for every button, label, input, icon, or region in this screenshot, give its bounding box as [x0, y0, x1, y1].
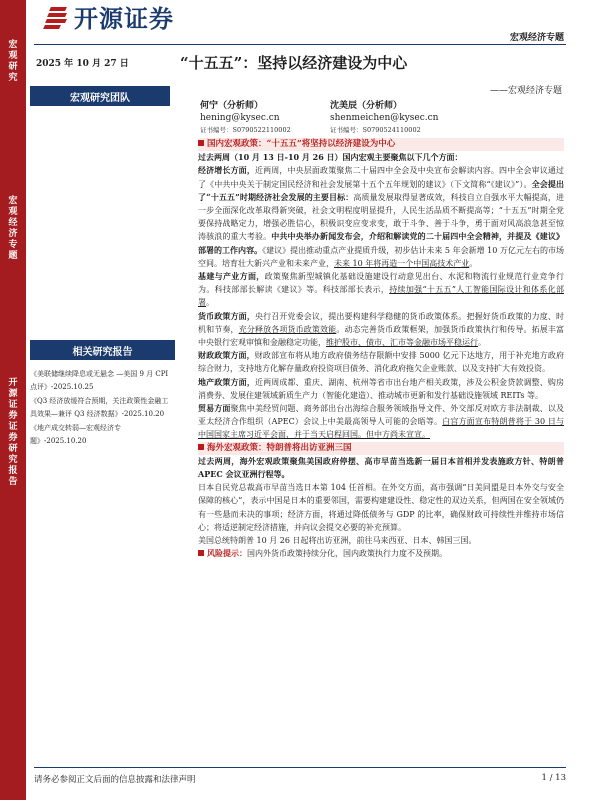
side-label-middle: 宏观经济专题 [8, 196, 18, 261]
property-paragraph: 地产政策方面，近两周成都、重庆、湖南、杭州等省市出台地产相关政策，涉及公积金贷款调整、购房消费券、发展住建领域新质生产力（智能化建造）、推动城市更新和发行基础设施领域 REITs 等。 [198, 376, 565, 400]
growth-paragraph: 经济增长方面，近两周，中央层面政策聚焦二十届四中全会及中央宣布会解读内容。四中全会审议通过了《中共中央关于制定国民经济和社会发展第十五个五年规划的建议》（下文简称“《建议》”）。全会提出了“十五五”时期经济社会发展的主要目标：高质量发展取得显著成效，科技自立自强水平大幅提高，进一步全面深化改革取得新突破，社会文明程度明显提升，人民生活品质不断提高等；“十五五”时期全党要保持战略定力，增强必胜信心，积极识变应变求变，敢于斗争、善于斗争，勇于面对风高浪急甚至惊涛骇浪的重大考验。中共中央举办新闻发布会，介绍和解读党的二十届四中全会精神，并提及《建议》部署的工作内容。《建议》提出推动重点产业提质升级，初步估计未来 5 年会新增 10 万亿元左右的市场空间。培育壮大新兴产业和未来产业，未来 10 年将再造一个中国高技术产业。 [198, 165, 565, 268]
bullet-square-icon [198, 140, 204, 146]
report-date: 2025 年 10 月 27 日 [36, 59, 129, 69]
footer-disclaimer: 请务必参阅正文后面的信息披露和法律声明 [34, 775, 196, 785]
author-card [200, 100, 291, 136]
author-name: 沈美辰（分析师） [330, 101, 403, 111]
related-reports [30, 340, 175, 449]
page-subtitle: ——宏观经济专题 [489, 86, 562, 96]
related-reports-title: 相关研究报告 [30, 340, 175, 360]
risk-paragraph: 风险提示：国内外货币政策持续分化，国内政策执行力度不及预期。 [198, 547, 564, 560]
author-email[interactable]: hening@kysec.cn [200, 113, 280, 123]
header-divider [34, 44, 566, 45]
intro-paragraph: 过去两周（10 月 13 日-10 月 26 日）国内宏观主要聚焦以下几个方面： [198, 152, 463, 163]
logo-mark-icon [42, 3, 68, 29]
team-label: 宏观研究团队 [30, 86, 170, 106]
japan-paragraph: 日本自民党总裁高市早苗当选日本第 104 任首相。在外交方面，高市强调“日美同盟是日本外交与安全保障的核心”，表示中国是日本的重要邻国，需要构建建设性、稳定性的双边关系，但两国在安全领域仍有一些悬而未决的事项；经济方面，将通过降低债务与 GDP 的比率，确保财政可持续性并维持市场信心；将适逆制定经济措施，并向议会提交必要的补充预算。 [198, 483, 564, 532]
author-card [330, 100, 438, 136]
report-category: 宏观经济专题 [509, 33, 564, 43]
author-cert: 证书编号：S0790524110002 [330, 126, 421, 134]
related-report-link[interactable]: 《Q3 经济放缓符合预期，关注政策性金融工具效果—兼评 Q3 经济数据》-2025.10.20 [30, 397, 169, 418]
section-heading: 国内宏观政策：“十五五”将坚持以经济建设为中心 [198, 138, 564, 151]
section-heading: 海外宏观政策：特朗普将出访亚洲三国 [198, 442, 564, 455]
trade-paragraph: 贸易方面聚焦中美经贸问题、商务部出台出海综合服务领域指导文件、外交部反对欧方非法制裁、以及亚太经济合作组织（APEC）会议上中美最高领导人可能的会晤等。白宫方面宣布特朗普将于 30 日与中国国家主席习近平会面，并于当天启程回国。但中方尚未宣宣。 [198, 403, 565, 440]
page-title: “十五五”：坚持以经济建设为中心 [180, 54, 408, 72]
overseas-intro-paragraph: 过去两周，海外宏观政策聚焦美国政府停摆、高市早苗当选新一届日本首相并发表施政方针、特朗普 APEC 会议亚洲行程等。 [198, 455, 564, 480]
fiscal-paragraph: 财政政策方面，财政部宣布将从地方政府债务结存限额中安排 5000 亿元下达地方，用于补充地方政府综合财力，支持地方化解存量政府投资项目债务、消化政府拖欠企业账款、以及支持扩大有效投资。 [198, 350, 564, 374]
author-name: 何宁（分析师） [200, 101, 264, 111]
related-report-link[interactable]: 《美联储继续降息或无悬念 —美国 9 月 CPI 点评》-2025.10.25 [30, 370, 169, 391]
side-label-top: 宏观研究 [8, 40, 18, 83]
author-email[interactable]: shenmeichen@kysec.cn [330, 113, 439, 123]
monetary-paragraph: 货币政策方面，央行召开党委会议，提出要构建科学稳健的货币政策体系。把握好货币政策的力度、时机和节奏，充分释放各项货币政策效能。动态完善货币政策框架，加强货币政策执行和传导。拓展丰富中央银行宏观审慎和金融稳定功能，维护股市、债市、汇市等金融市场平稳运行。 [198, 310, 565, 348]
author-cert: 证书编号：S0790522110002 [200, 126, 291, 134]
page-footer [34, 767, 566, 785]
brand-name: 开源证券 [74, 4, 174, 33]
us-paragraph: 美国总统特朗普 10 月 26 日起将出访亚洲，前往马来西亚、日本、韩国三国。 [198, 536, 477, 546]
company-logo [42, 2, 174, 33]
side-strip [0, 0, 26, 800]
bullet-square-icon [198, 550, 204, 556]
bullet-square-icon [198, 444, 204, 450]
infrastructure-paragraph: 基建与产业方面，政策聚焦新型城镇化基础设施建设行动意见出台、水泥和物流行业规范行业竞争行为。科技部部长解读《建议》等。科技部部长表示，持续加强“十五五”人工智能国际设计和体系化部署。 [198, 271, 565, 308]
report-body [198, 138, 564, 561]
side-label-bottom: 开源证券 证券研究报告 [8, 378, 18, 487]
related-report-link[interactable]: 《地产成交转弱—宏观经济专题》-2025.10.20 [30, 424, 121, 445]
page-number: 1 / 13 [541, 773, 566, 783]
